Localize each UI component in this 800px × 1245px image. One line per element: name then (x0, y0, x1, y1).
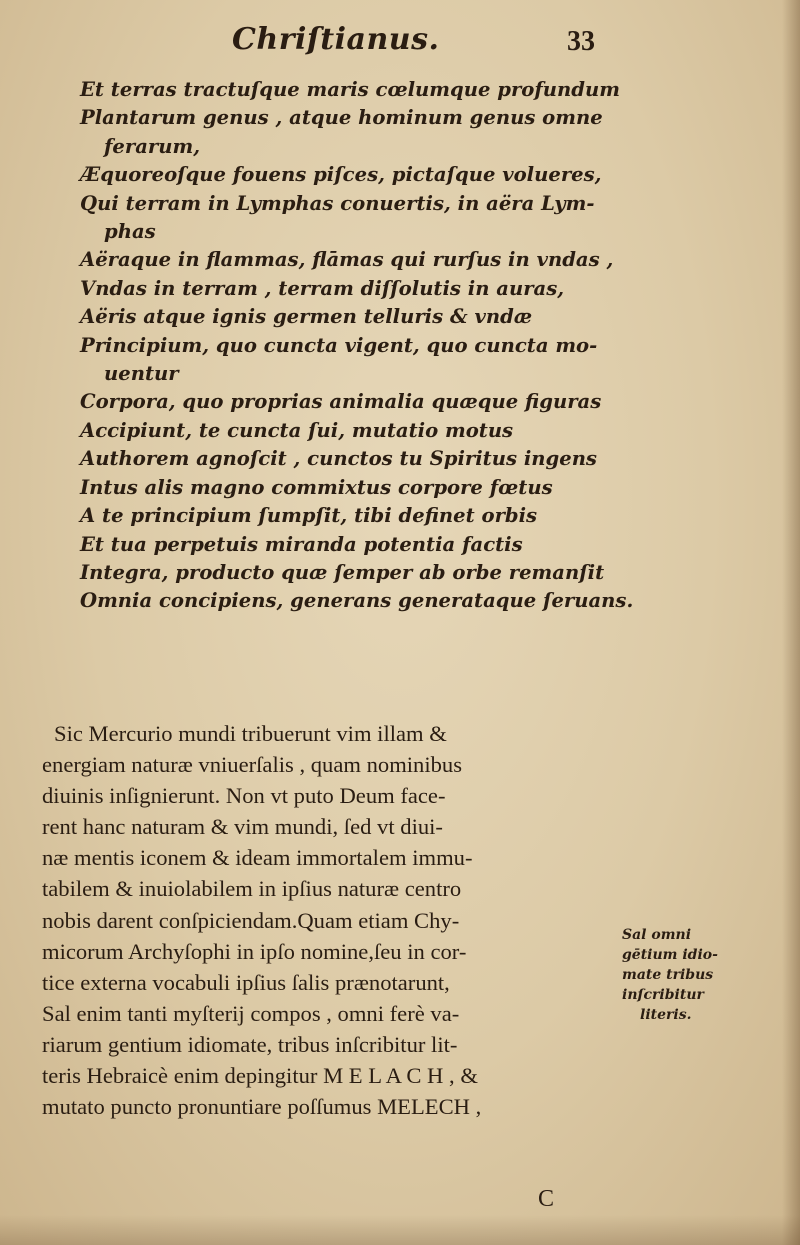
prose-line: diuinis inſignierunt. Non vt puto Deum face- (42, 783, 446, 809)
catchword: C (538, 1186, 555, 1212)
prose-line: rent hanc naturam & vim mundi, ſed vt diui- (42, 814, 443, 840)
prose-line: næ mentis iconem & ideam immortalem immu- (42, 845, 473, 871)
prose-paragraph (42, 718, 612, 1122)
marginal-note-line: Sal omni (622, 927, 692, 943)
verse-line: Æquoreoſque fouens piſces, pictaſque volueres, (80, 163, 602, 187)
verse-line: Qui terram in Lymphas conuertis, in aëra Lym- (80, 191, 595, 215)
prose-line: mutato puncto pronuntiare poſſumus MELECH , (42, 1094, 482, 1120)
verse-line: ferarum, (104, 134, 201, 158)
verse-line: phas (104, 220, 156, 244)
verse-line: Authorem agnoſcit , cunctos tu Spiritus ingens (80, 447, 597, 471)
marginal-note-line: literis. (640, 1007, 692, 1023)
verse-line: Corpora, quo proprias animalia quæque figuras (80, 390, 602, 414)
running-head (0, 18, 800, 68)
page-number: 33 (567, 26, 595, 57)
marginal-note (622, 925, 792, 1025)
verse-line: Integra, producto quæ ſemper ab orbe remanſit (80, 560, 605, 584)
page-bottom-shadow (0, 1215, 800, 1245)
verse-line: Aëris atque ignis germen telluris & vndæ (80, 305, 533, 329)
verse-line: Aëraque in flammas, flāmas qui rurſus in vndas , (80, 248, 614, 272)
marginal-note-line: inſcribitur (622, 987, 704, 1003)
page-edge-shadow (782, 0, 800, 1245)
verse-line: Et terras tractuſque maris cœlumque profundum (80, 78, 620, 101)
prose-line: teris Hebraicè enim depingitur M E L A C H , & (42, 1063, 478, 1089)
verse-line: A te principium ſumpſit, tibi definet orbis (80, 504, 538, 528)
marginal-note-line: mate tribus (622, 967, 714, 983)
prose-line: nobis darent conſpiciendam.Quam etiam Chy- (42, 907, 460, 933)
verse-line: Et tua perpetuis miranda potentia factis (80, 532, 523, 556)
prose-line: Sic Mercurio mundi tribuerunt vim illam & (54, 721, 447, 746)
verse-line: Plantarum genus , atque hominum genus omne (80, 106, 603, 130)
verse-line: Omnia concipiens, generans generataque ſeruans. (80, 589, 634, 613)
verse-line: Principium, quo cuncta vigent, quo cuncta mo- (80, 333, 598, 357)
verse-line: Intus alis magno commixtus corpore fœtus (80, 475, 553, 499)
prose-line: riarum gentium idiomate, tribus inſcribitur lit- (42, 1031, 458, 1057)
verse-line: uentur (104, 362, 179, 386)
prose-line: tabilem & inuiolabilem in ipſius naturæ centro (42, 876, 462, 902)
marginal-note-line: gētium idio- (622, 947, 718, 963)
verse-line: Accipiunt, te cuncta ſui, mutatio motus (80, 418, 514, 442)
verse-block (80, 76, 740, 616)
prose-line: micorum Archyſophi in ipſo nomine,ſeu in cor- (42, 938, 467, 964)
prose-line: tice externa vocabuli ipſius ſalis prænotarunt, (42, 969, 450, 995)
verse-line: Vndas in terram , terram diſſolutis in auras, (80, 276, 565, 300)
prose-line: Sal enim tanti myſterij compos , omni ferè va- (42, 1000, 460, 1026)
running-title: Chriſtianus. (232, 22, 440, 57)
prose-line: energiam naturæ vniuerſalis , quam nominibus (42, 752, 463, 778)
